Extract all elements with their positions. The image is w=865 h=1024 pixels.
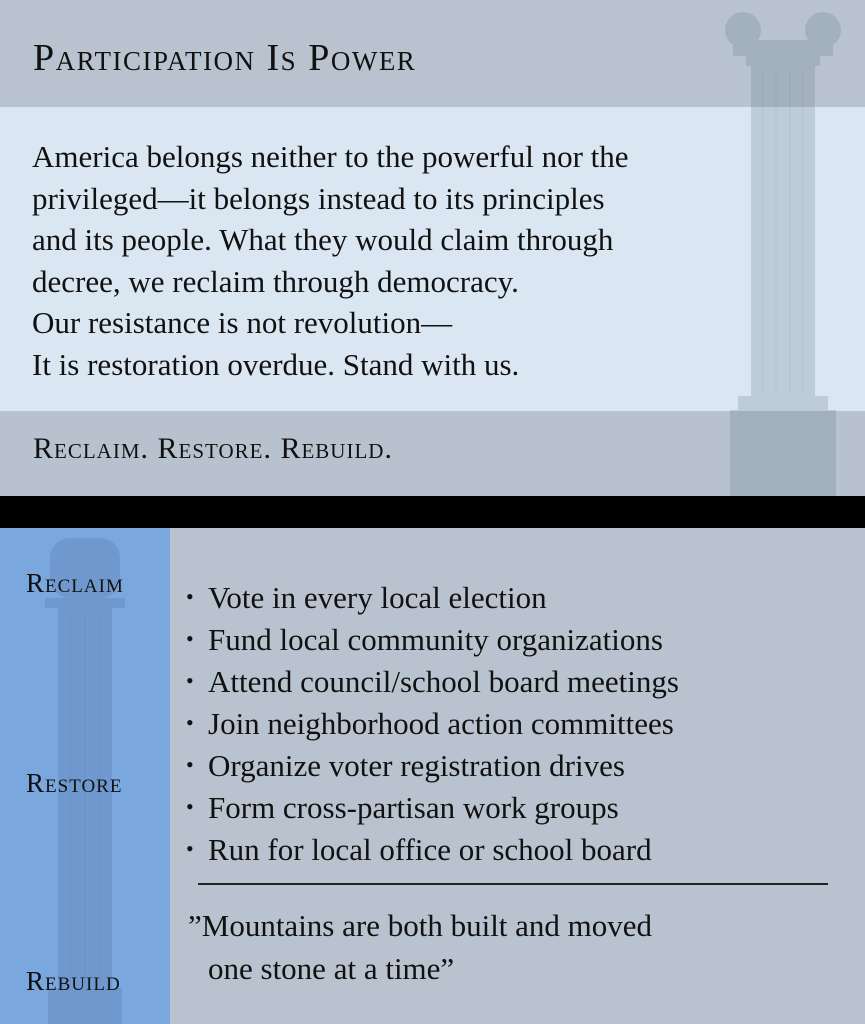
sidebar-label-rebuild: Rebuild xyxy=(26,966,121,996)
sidebar-label-restore: Restore xyxy=(26,768,123,798)
horizontal-rule xyxy=(198,883,828,885)
top-card xyxy=(0,0,865,496)
list-item: • Run for local office or school board xyxy=(186,828,856,870)
quote-line: one stone at a time” xyxy=(208,951,455,986)
sidebar-label-reclaim: Reclaim xyxy=(26,568,124,598)
quote xyxy=(188,904,848,990)
bullet-icon: • xyxy=(186,794,194,819)
bullet-icon: • xyxy=(186,626,194,651)
action-list xyxy=(186,576,856,870)
statement-line: It is restoration overdue. Stand with us. xyxy=(32,346,520,382)
motto: Reclaim. Restore. Rebuild. xyxy=(33,432,393,465)
statement-line: privileged—it belongs instead to its principles xyxy=(32,180,605,216)
statement-line: Our resistance is not revolution— xyxy=(32,305,453,340)
quote-line: ”Mountains are both built and moved xyxy=(188,908,653,943)
list-item: • Fund local community organizations xyxy=(186,618,856,660)
bottom-card xyxy=(0,528,865,1024)
bullet-icon: • xyxy=(186,710,194,735)
statement-text xyxy=(32,136,832,385)
list-item: • Vote in every local election xyxy=(186,576,856,618)
bullet-icon: • xyxy=(186,668,194,693)
statement-line: decree, we reclaim through democracy. xyxy=(32,263,519,299)
bullet-icon: • xyxy=(186,584,194,609)
statement-line: America belongs neither to the powerful nor the xyxy=(32,139,629,174)
list-item: • Organize voter registration drives xyxy=(186,744,856,786)
list-item: • Form cross-partisan work groups xyxy=(186,786,856,828)
black-divider xyxy=(0,496,865,528)
statement-line: and its people. What they would claim through xyxy=(32,222,614,257)
page-title: Participation Is Power xyxy=(33,37,417,79)
sidebar xyxy=(0,528,170,1024)
bullet-icon: • xyxy=(186,752,194,777)
bullet-icon: • xyxy=(186,836,194,861)
list-item: • Join neighborhood action committees xyxy=(186,702,856,744)
list-item: • Attend council/school board meetings xyxy=(186,660,856,702)
